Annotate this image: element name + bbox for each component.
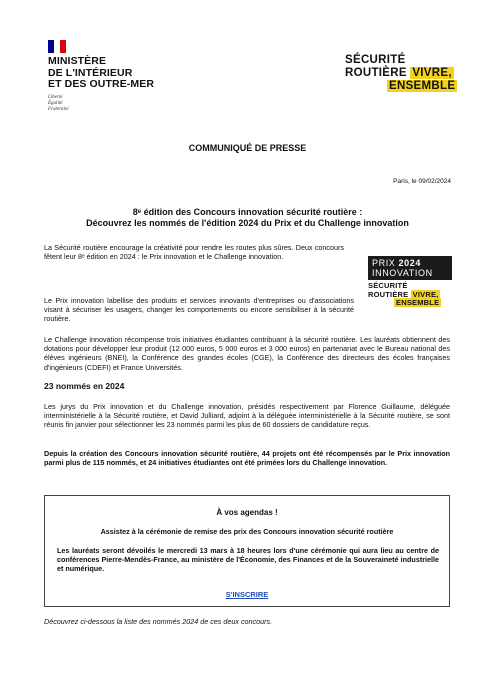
prix-logo-sr-1: SÉCURITÉ [368,281,408,290]
ministry-name [48,56,228,91]
securite-routiere-logo [345,54,455,93]
prix-logo-routiere: ROUTIÈRE [368,289,409,299]
sr-logo-ensemble: ENSEMBLE [389,80,456,92]
motto-liberte: Liberté [48,95,63,100]
register-link[interactable]: S'INSCRIRE [225,590,269,599]
ministry-line-1: MINISTÈRE [48,55,107,67]
register-link-wrap [45,584,449,602]
prix-logo-word: PRIX [372,258,396,268]
ministry-line-2: DE L'INTÉRIEUR [48,66,133,79]
headline-line-1: 8ᵉ édition des Concours innovation sécurité routière : [132,207,363,217]
communique-title: COMMUNIQUÉ DE PRESSE [188,143,307,153]
agenda-subtitle: Assistez à la cérémonie de remise des prix des Concours innovation sécurité routière [100,527,394,536]
challenge-paragraph: Le Challenge innovation récompense trois initiatives étudiantes contribuant à la sécurité routière. Les lauréats obtiennent des dotations pour développer leur produit (12 000 euros, 5 000 euros et 3 000 euros) en partenariat avec le Bureau national des élèves ingénieurs (BNEI), la Conférence des grandes écoles (CGE), la Conférence des directeurs des écoles françaises d'ingénieurs (CDEFI) et France Universités. [44,335,450,372]
since-paragraph: Depuis la création des Concours innovation sécurité routière, 44 projets ont été récompensés par le Prix innovation parmi plus de 115 nommés, et 24 initiatives étudiantes ont été primées lors du Challenge innovation. [44,449,450,468]
prix-logo-vivre: VIVRE, [412,289,439,299]
sr-logo-line-1: SÉCURITÉ [345,54,406,66]
prix-logo-ensemble: ENSEMBLE [396,298,440,307]
prix-logo-year: 2024 [398,258,421,268]
sr-logo-line-2 [345,67,455,80]
sr-logo-vivre: VIVRE, [412,67,452,79]
headline [40,207,455,229]
agenda-title: À vos agendas ! [216,508,278,517]
sr-logo-routiere: ROUTIÈRE [345,67,407,79]
flag-stripe-red [60,40,66,53]
jurys-paragraph: Les jurys du Prix innovation et du Challenge innovation, présidés respectivement par Florence Guillaume, déléguée interministérielle à la Sécurité routière, et David Julliard, adjoint à la déléguée interministérielle à la Sécurité routière, se sont réunis fin janvier pour sélectionner les 23 nommés parmi les plus de 60 dossiers de candidature reçus. [44,402,450,430]
intro-paragraph: La Sécurité routière encourage la créativité pour rendre les routes plus sûres. Deux concours fêtent leur 8ᵉ édition en 2024 : le Prix innovation et le Challenge innovation. [44,243,344,262]
republic-flag-logo [48,40,66,53]
agenda-box [44,495,450,607]
footer-note: Découvrez ci-dessous la liste des nommés 2024 de ces deux concours. [44,617,273,626]
republic-motto [48,95,128,113]
section-heading: 23 nommés en 2024 [44,381,125,391]
headline-line-2: Découvrez les nommés de l'édition 2024 du Prix et du Challenge innovation [86,218,409,228]
prix-logo-box [368,256,452,280]
prix-logo-sr-3 [368,299,452,308]
press-date: Paris, le 09/02/2024 [393,178,451,185]
prix-logo-innovation: INNOVATION [372,268,433,278]
prix-logo-line-1 [372,258,448,268]
sr-logo-line-3 [345,80,455,93]
prix-innovation-logo [368,256,452,308]
prix-logo-securite-routiere [368,282,452,308]
motto-egalite: Égalité [48,101,63,106]
agenda-body: Les lauréats seront dévoilés le mercredi 13 mars à 18 heures lors d'une cérémonie qui aura lieu au centre de conférences Pierre-Mendès-France, au ministère de l'Économie, des Finances et de la Souveraineté industrielle et numérique. [57,546,439,574]
ministry-line-3: ET DES OUTRE-MER [48,78,155,90]
motto-fraternite: Fraternité [48,107,69,112]
prix-paragraph: Le Prix innovation labellise des produits et services innovants d'entreprises ou d'associations visant à sécuriser les usagers, changer les comportements ou encore sensibiliser à la sécurité routière. [44,296,354,324]
